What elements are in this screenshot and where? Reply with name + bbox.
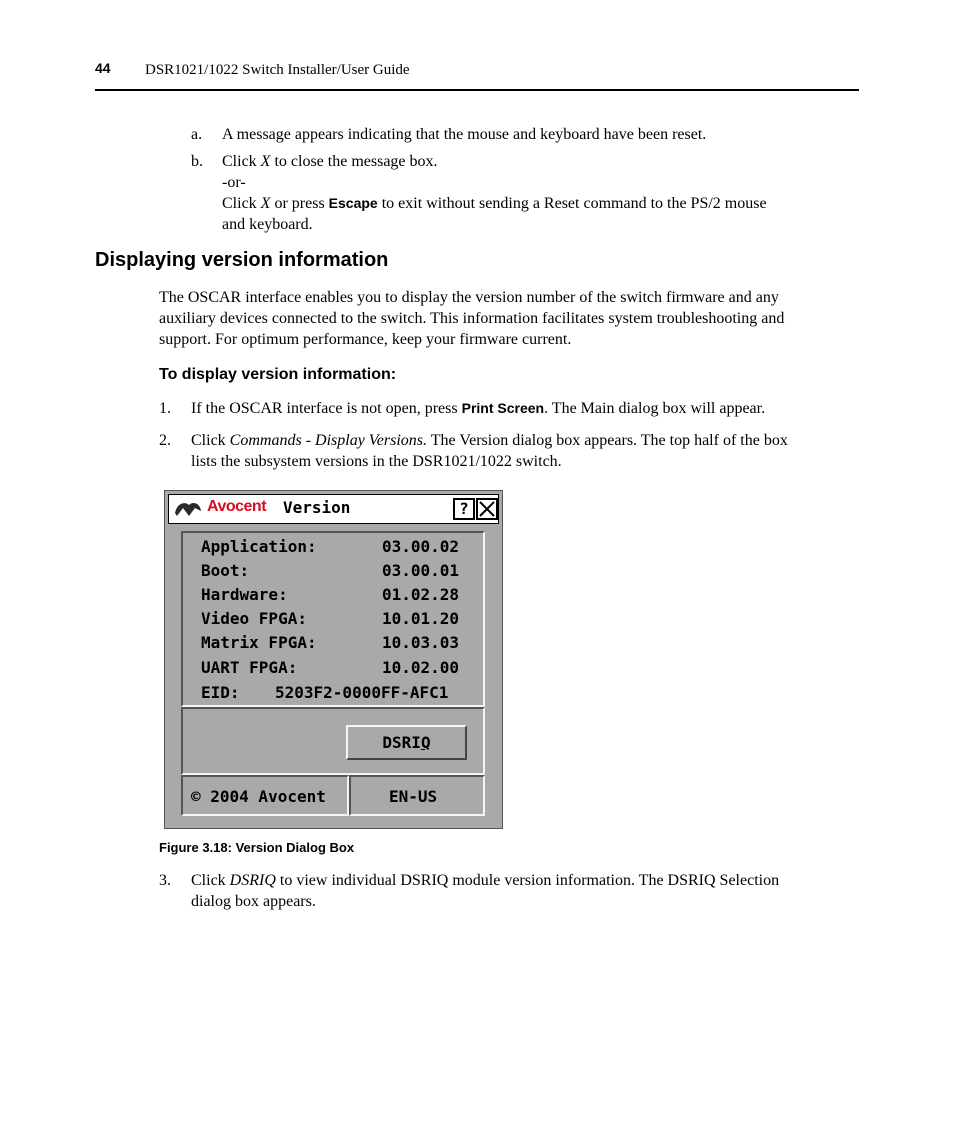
copyright-panel: [181, 775, 349, 816]
section-paragraph-line-3: support. For optimum performance, keep your firmware current.: [159, 331, 572, 348]
figure-caption: Figure 3.18: Version Dialog Box: [159, 840, 355, 855]
step-3-marker: 3.: [159, 872, 171, 889]
step-a-text: A message appears indicating that the mouse and keyboard have been reset.: [222, 126, 707, 143]
step-2-marker: 2.: [159, 432, 171, 449]
escape-key: Escape: [328, 195, 378, 211]
print-screen-key: Print Screen: [461, 400, 545, 416]
copyright-text: © 2004 Avocent: [191, 787, 326, 806]
document-title: DSR1021/1022 Switch Installer/User Guide: [145, 62, 410, 78]
dsriq-button[interactable]: DSRIQ: [346, 725, 467, 760]
step-b-or: -or-: [222, 174, 246, 191]
section-paragraph-line-2: auxiliary devices connected to the switch. This information facilitates system troubleshooting and: [159, 310, 785, 327]
version-list-panel: Application: 03.00.02 Boot: 03.00.01 Hardware: 01.02.28 Video FPGA: 10.01.20 Matrix FPGA: 10.03.03 UART FPGA: 10.02.00 EID: 5203F2-0000FF-AFC1: [181, 531, 485, 707]
step-3-line1: Click DSRIQ to view individual DSRIQ module version information. The DSRIQ Selection: [191, 872, 780, 889]
header-divider: [95, 89, 859, 91]
close-icon: [478, 500, 496, 518]
procedure-heading: To display version information:: [159, 366, 397, 383]
help-button[interactable]: ?: [453, 498, 475, 520]
step-b-line2: Click X or press Escape to exit without sending a Reset command to the PS/2 mouse: [222, 195, 767, 212]
step-b-line3: and keyboard.: [222, 216, 313, 233]
step-a-marker: a.: [191, 126, 203, 143]
language-text: EN-US: [389, 787, 438, 806]
brand-name: Avocent: [207, 498, 267, 515]
version-dialog: [164, 490, 503, 829]
step-1-marker: 1.: [159, 400, 171, 417]
button-panel: [181, 707, 485, 775]
close-button[interactable]: [476, 498, 498, 520]
step-b-marker: b.: [191, 153, 203, 170]
step-b-line1: Click X to close the message box.: [222, 153, 438, 170]
step-3-line2: dialog box appears.: [191, 893, 316, 910]
language-panel: [349, 775, 485, 816]
step-2-line2: lists the subsystem versions in the DSR1021/1022 switch.: [191, 453, 562, 470]
section-paragraph-line-1: The OSCAR interface enables you to display the version number of the switch firmware and any: [159, 289, 779, 306]
step-2-line1: Click Commands - Display Versions. The Version dialog box appears. The top half of the box: [191, 432, 788, 449]
avocent-logo-icon: [173, 499, 203, 519]
dialog-title: Version: [283, 498, 351, 517]
page-number: 44: [95, 60, 111, 76]
step-1-text: If the OSCAR interface is not open, press Print Screen. The Main dialog box will appear.: [191, 400, 766, 417]
dialog-title-bar: [168, 494, 499, 524]
section-heading: Displaying version information: [95, 249, 389, 271]
